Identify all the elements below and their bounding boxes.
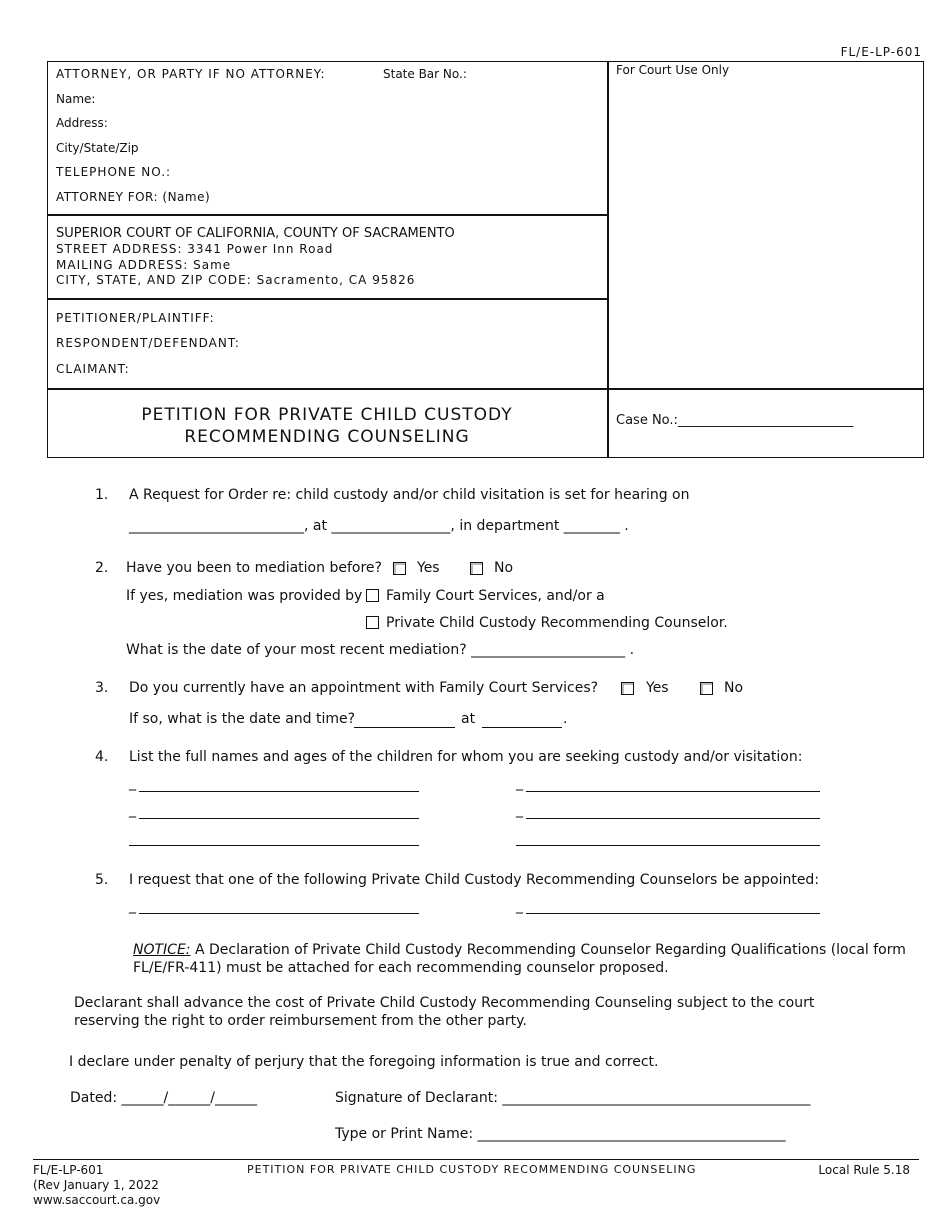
item-3-if-so: If so, what is the date and time? — [129, 711, 356, 727]
item-1-hearing-fields[interactable]: _________________________, at _________________, in department ________ . — [129, 518, 629, 534]
form-title-line2: RECOMMENDING COUNSELING — [184, 427, 470, 447]
counselor-1-field[interactable] — [139, 913, 419, 914]
notice-label: NOTICE: — [133, 942, 191, 958]
child-3-dash: _ — [129, 802, 136, 818]
attorney-for-label: ATTORNEY FOR: (Name) — [56, 190, 211, 204]
dated-field[interactable]: Dated: ______/______/______ — [70, 1090, 257, 1106]
perjury-statement: I declare under penalty of perjury that the foregoing information is true and correct. — [69, 1054, 659, 1070]
cost-line-1: Declarant shall advance the cost of Private Child Custody Recommending Counseling subject to the court — [74, 995, 815, 1011]
child-5-field[interactable] — [129, 845, 419, 846]
child-1-field[interactable] — [139, 791, 419, 792]
child-6-field[interactable] — [516, 845, 820, 846]
address-label: Address: — [56, 116, 108, 130]
item-1-number: 1. — [95, 487, 109, 503]
appointment-yes-label: Yes — [646, 680, 669, 696]
state-bar-label: State Bar No.: — [383, 67, 467, 81]
city-label: City/State/Zip — [56, 141, 139, 155]
cost-line-2: reserving the right to order reimbursement from the other party. — [74, 1013, 527, 1029]
telephone-label: TELEPHONE NO.: — [56, 165, 172, 179]
mediation-yes-label: Yes — [417, 560, 440, 576]
item-3-period: . — [563, 711, 568, 727]
appointment-yes-checkbox[interactable] — [621, 682, 634, 695]
child-2-field[interactable] — [526, 791, 820, 792]
footer-rule: Local Rule 5.18 — [818, 1163, 910, 1177]
claimant-label: CLAIMANT: — [56, 362, 130, 376]
footer-title: PETITION FOR PRIVATE CHILD CUSTODY RECOMMENDING COUNSELING — [247, 1163, 697, 1176]
footer-form-id: FL/E-LP-601 — [33, 1163, 104, 1177]
child-4-dash: _ — [516, 802, 523, 818]
signature-field[interactable]: Signature of Declarant: ____________________________________________ — [335, 1090, 811, 1106]
counselor-1-dash: _ — [129, 898, 136, 914]
city-state-zip: CITY, STATE, AND ZIP CODE: Sacramento, CA 95826 — [56, 273, 416, 287]
item-3-number: 3. — [95, 680, 109, 696]
respondent-label: RESPONDENT/DEFENDANT: — [56, 336, 240, 350]
form-id-top: FL/E-LP-601 — [840, 45, 922, 59]
name-label: Name: — [56, 92, 96, 106]
child-3-field[interactable] — [139, 818, 419, 819]
footer-rev: (Rev January 1, 2022 — [33, 1178, 159, 1192]
item-1-text: A Request for Order re: child custody and/or child visitation is set for hearing on — [129, 487, 690, 503]
court-use-box — [607, 61, 924, 390]
street-address: STREET ADDRESS: 3341 Power Inn Road — [56, 242, 334, 256]
item-5-number: 5. — [95, 872, 109, 888]
child-2-dash: _ — [516, 775, 523, 791]
item-2-number: 2. — [95, 560, 109, 576]
type-print-name-field[interactable]: Type or Print Name: ____________________________________________ — [335, 1126, 786, 1142]
notice-line-1 — [133, 942, 906, 958]
petitioner-label: PETITIONER/PLAINTIFF: — [56, 311, 215, 325]
mailing-address: MAILING ADDRESS: Same — [56, 258, 232, 272]
footer-divider — [33, 1159, 919, 1160]
item-3-text: Do you currently have an appointment with Family Court Services? — [129, 680, 599, 696]
court-use-label: For Court Use Only — [616, 63, 730, 77]
counselor-2-field[interactable] — [526, 913, 820, 914]
appointment-time-field[interactable] — [482, 727, 562, 728]
mediation-date-field[interactable]: What is the date of your most recent mediation? ______________________ . — [126, 642, 635, 658]
attorney-label: ATTORNEY, OR PARTY IF NO ATTORNEY: — [56, 67, 326, 81]
court-name: SUPERIOR COURT OF CALIFORNIA, COUNTY OF SACRAMENTO — [56, 226, 455, 241]
item-2-if-yes: If yes, mediation was provided by — [126, 588, 363, 604]
family-court-services-label: Family Court Services, and/or a — [386, 588, 605, 604]
mediation-no-label: No — [494, 560, 514, 576]
private-counselor-label: Private Child Custody Recommending Counselor. — [386, 615, 728, 631]
item-2-text: Have you been to mediation before? — [126, 560, 382, 576]
counselor-2-dash: _ — [516, 898, 523, 914]
child-4-field[interactable] — [526, 818, 820, 819]
appointment-no-checkbox[interactable] — [700, 682, 713, 695]
case-no-label[interactable]: Case No.:___________________________ — [616, 413, 854, 428]
appointment-no-label: No — [724, 680, 744, 696]
appointment-date-field[interactable] — [354, 727, 455, 728]
form-title-line1: PETITION FOR PRIVATE CHILD CUSTODY — [141, 405, 513, 425]
item-4-number: 4. — [95, 749, 109, 765]
family-court-services-checkbox[interactable] — [366, 589, 379, 602]
child-1-dash: _ — [129, 775, 136, 791]
notice-line-2: FL/E/FR-411) must be attached for each recommending counselor proposed. — [133, 960, 669, 976]
item-5-text: I request that one of the following Private Child Custody Recommending Counselors be appointed: — [129, 872, 820, 888]
footer-website[interactable]: www.saccourt.ca.gov — [33, 1193, 161, 1207]
mediation-yes-checkbox[interactable] — [393, 562, 406, 575]
item-4-text: List the full names and ages of the children for whom you are seeking custody and/or visitation: — [129, 749, 803, 765]
mediation-no-checkbox[interactable] — [470, 562, 483, 575]
private-counselor-checkbox[interactable] — [366, 616, 379, 629]
item-3-at: at — [461, 711, 476, 727]
notice-text-1: A Declaration of Private Child Custody Recommending Counselor Regarding Qualifications (local form — [190, 942, 906, 958]
